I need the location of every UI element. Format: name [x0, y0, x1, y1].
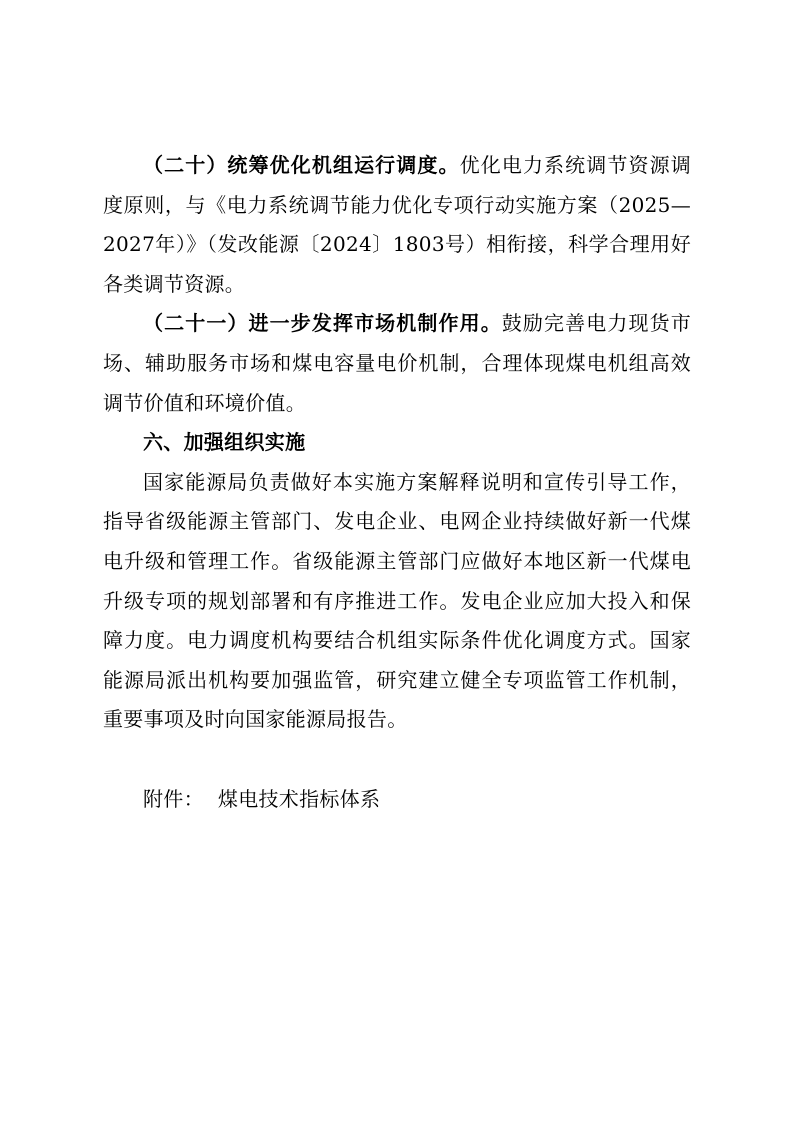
section-body-paragraph: 国家能源局负责做好本实施方案解释说明和宣传引导工作，指导省级能源主管部门、发电企业、电网企业持续做好新一代煤电升级和管理工作。省级能源主管部门应做好本地区新一代煤电升级专项的规划部署和有序推进工作。发电企业应加大投入和保障力度。电力调度机构要结合机组实际条件优化调度方式。国家能源局派出机构要加强监管，研究建立健全专项监管工作机制，重要事项及时向国家能源局报告。: [103, 469, 691, 732]
paragraph-lead: （二十一）进一步发挥市场机制作用。: [143, 311, 502, 336]
paragraph-body: 鼓励完善电力现货市场、辅助服务市场和煤电容量电价机制，合理体现煤电机组高效调节价值和环境价值。: [103, 311, 691, 415]
paragraph-item-21: [103, 304, 691, 423]
attachment-line: [103, 780, 691, 820]
paragraph-item-20: [103, 146, 691, 304]
paragraph-lead: （二十）统筹优化机组运行调度。: [143, 153, 460, 177]
attachment-label: 附件：: [143, 786, 204, 811]
document-page: [103, 146, 691, 819]
blank-line: [103, 740, 691, 780]
section-heading: 六、加强组织实施: [143, 430, 306, 455]
attachment-title: 煤电技术指标体系: [217, 786, 381, 811]
paragraph-body: 优化电力系统调节资源调度原则，与《电力系统调节能力优化专项行动实施方案（2025—2027年）》（发改能源〔2024〕1803号）相衔接，科学合理用好各类调节资源。: [103, 153, 691, 296]
